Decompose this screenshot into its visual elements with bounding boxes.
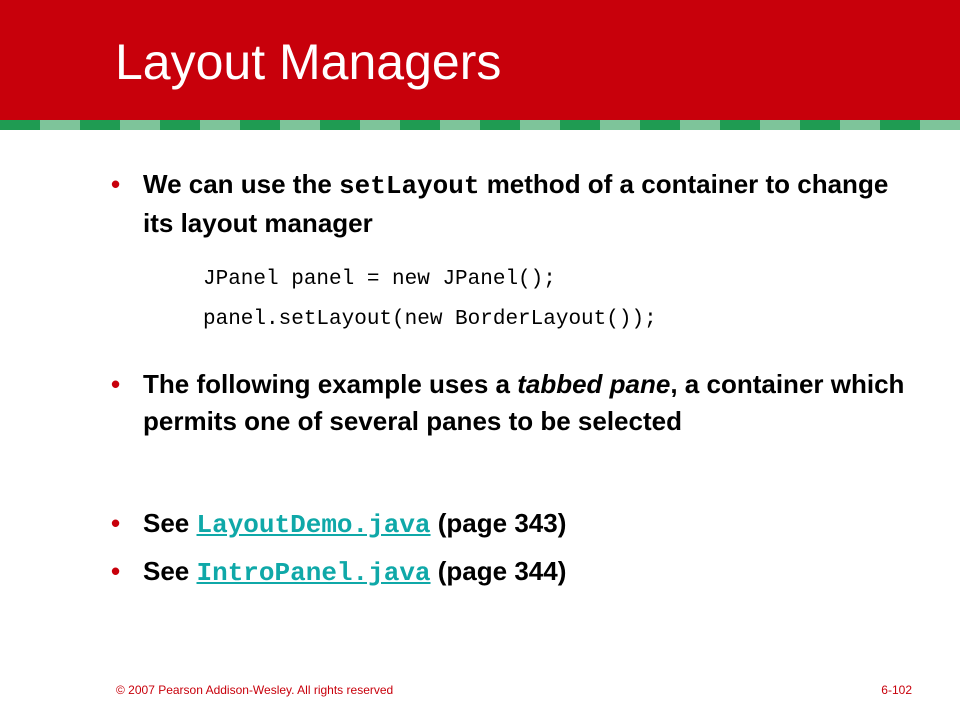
bullet-icon: • xyxy=(111,556,121,586)
footer-page-number: 6-102 xyxy=(881,683,912,697)
intropanel-link[interactable]: IntroPanel.java xyxy=(196,558,431,588)
bullet-item: • See IntroPanel.java (page 344) xyxy=(143,553,913,592)
footer-copyright: © 2007 Pearson Addison-Wesley. All rights reserved xyxy=(116,683,394,697)
code-line: panel.setLayout(new BorderLayout()); xyxy=(203,308,657,331)
code-line: JPanel panel = new JPanel(); xyxy=(203,268,556,291)
slide-title: Layout Managers xyxy=(115,34,502,90)
bullet-item: • See LayoutDemo.java (page 343) xyxy=(143,505,913,544)
italic-term: tabbed pane xyxy=(517,369,671,399)
bullet-item: • We can use the setLayout method of a container to change its layout manager xyxy=(143,166,913,242)
bullet-icon: • xyxy=(111,369,121,399)
inline-code: setLayout xyxy=(339,171,480,201)
layoutdemo-link[interactable]: LayoutDemo.java xyxy=(196,510,431,540)
bullet-icon: • xyxy=(111,508,121,538)
bullet-icon: • xyxy=(111,169,121,199)
bullet-item: • The following example uses a tabbed pane, a container which permits one of several panes to be selected xyxy=(143,366,913,440)
